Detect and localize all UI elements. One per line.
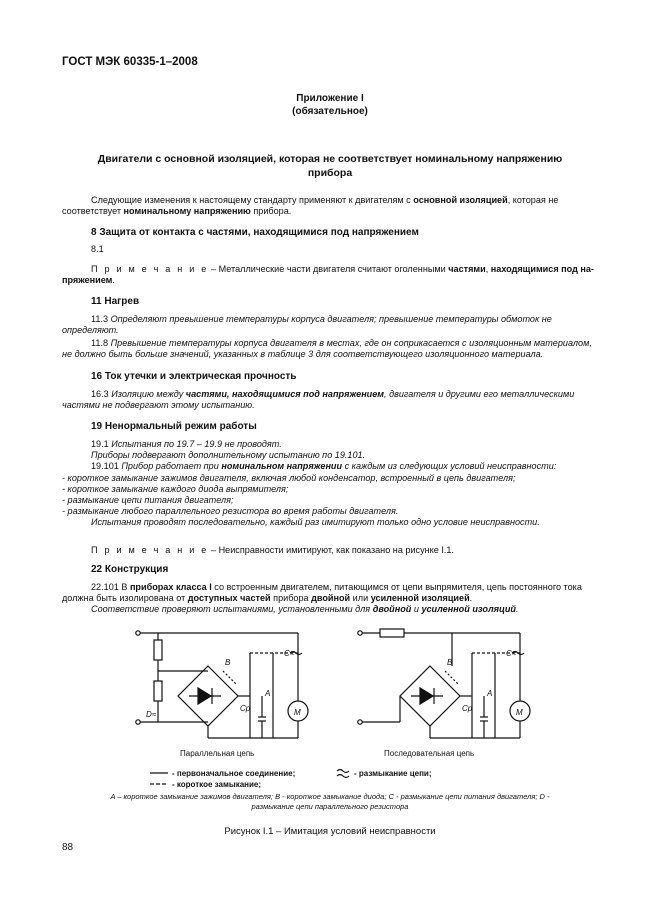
resistor-top bbox=[154, 640, 162, 660]
section-11-3: 11.3 Определяют превышение температуры корпуса двигателя; превышение температуры обмоток не определяют. bbox=[62, 314, 552, 336]
figure-circuits bbox=[0, 618, 646, 803]
figure-footnote: A – короткое замыкание зажимов двигателя; B - короткое замыкание диода; C - размыкание цепи питания двигателя; D - размыкание цепи параллельного резистора bbox=[110, 792, 550, 811]
label-m-left: M bbox=[294, 708, 301, 717]
section-16-3: 16.3 Изоляцию между частями, находящимися под напряжением, двигателя и другими его металлическими частями не подвергают этому испытанию. bbox=[62, 389, 575, 411]
intro-paragraph: Следующие изменения к настоящему стандарту применяют к двигателям с основной изоляцией, которая не соответствует номинальному напряжению прибора. bbox=[62, 195, 559, 217]
fault-item: - размыкание цепи питания двигателя; bbox=[62, 495, 234, 506]
fault-item: - короткое замыкание зажимов двигателя, включая любой конденсатор, встроенный в цепь двигателя; bbox=[62, 472, 516, 483]
label-b-left: B bbox=[225, 658, 231, 667]
label-c-right: C≈ bbox=[506, 649, 517, 658]
section-19-body: 19.1 Испытания по 19.7 – 19.9 не проводят. Приборы подвергают дополнительному испытанию по 19.101. 19.101 Прибор работает при номинальном напряжении с каждым из следующих условий неисправности: - короткое замыкание зажимов двигателя, включая любой конденсатор, встроенный в цепь двигателя; - короткое замыкание каждого диода выпрямителя; - размыкание цепи питания двигателя; - размыкание любого параллельного резистора во время работы двигателя. Испытания проводят последовательно, каждый раз имитируют только одно условие неисправности. bbox=[62, 439, 598, 529]
section-22-body: 22.101 В приборах класса I со встроенным двигателем, питающимся от цепи выпрямителя, цепь постоянного тока должна быть изолирована от доступных частей прибора двойной или усиленной изоляцией. Соответствие проверяют испытаниями, установленными для двойной и усиленной изоляций. bbox=[62, 582, 582, 615]
appendix-title bbox=[62, 152, 598, 180]
section-11-8: 11.8 Превышение температуры корпуса двигателя в местах, где он соприкасается с изоляционным материалом, не должно быть больше значений, указанных в таблице 3 для соответствующего изоляционного материала. bbox=[62, 338, 592, 360]
title-line-2: прибора bbox=[307, 167, 353, 179]
resistor-bottom bbox=[154, 681, 162, 701]
label-a-right: A bbox=[487, 689, 493, 698]
caption-parallel: Параллельная цепь bbox=[180, 749, 255, 758]
section-8-note: П р и м е ч а н и е – Металлические части двигателя считают оголенными частями, находящимися под на-пряжением. bbox=[62, 264, 594, 286]
title-line-1: Двигатели с основной изоляцией, которая не соответствует номинальному напряжению bbox=[97, 153, 563, 165]
label-cp-left: Cp bbox=[240, 704, 251, 713]
section-11-heading: 11 Нагрев bbox=[91, 296, 140, 307]
page-number: 88 bbox=[62, 842, 74, 853]
legend-initial: - первоначальное соединение; bbox=[172, 769, 296, 778]
series-circuit bbox=[358, 629, 530, 738]
section-8-heading: 8 Защита от контакта с частями, находящимися под напряжением bbox=[91, 227, 419, 238]
label-cp-right: Cp bbox=[462, 704, 473, 713]
document-code: ГОСТ МЭК 60335-1–2008 bbox=[62, 56, 198, 68]
label-a-left: A bbox=[265, 689, 271, 698]
fault-item: - короткое замыкание каждого диода выпрямителя; bbox=[62, 483, 289, 494]
label-d-left: D≈ bbox=[146, 710, 157, 719]
label-m-right: M bbox=[516, 708, 523, 717]
fault-item: - размыкание любого параллельного резистора во время работы двигателя. bbox=[62, 506, 399, 517]
legend-break-icon bbox=[337, 770, 349, 778]
parallel-circuit bbox=[136, 631, 308, 738]
section-8-1: 8.1 bbox=[91, 244, 104, 254]
label-b-right: B bbox=[447, 658, 453, 667]
appendix-name: Приложение I bbox=[296, 93, 364, 104]
appendix-heading bbox=[62, 92, 598, 118]
section-19-note: П р и м е ч а н и е – Неисправности имитируют, как показано на рисунке I.1. bbox=[91, 545, 454, 555]
section-22-heading: 22 Конструкция bbox=[91, 564, 169, 575]
legend-break: - размыкание цепи; bbox=[354, 769, 432, 778]
legend-short: - короткое замыкание; bbox=[172, 780, 262, 789]
appendix-status: (обязательное) bbox=[292, 106, 368, 117]
resistor-series bbox=[380, 629, 404, 637]
caption-series: Последовательная цепь bbox=[384, 749, 475, 758]
section-19-heading: 19 Ненормальный режим работы bbox=[91, 421, 257, 432]
label-c-left: C≈ bbox=[284, 649, 295, 658]
section-16-heading: 16 Ток утечки и электрическая прочность bbox=[91, 371, 297, 382]
figure-caption: Рисунок I.1 – Имитация условий неисправности bbox=[224, 826, 436, 837]
